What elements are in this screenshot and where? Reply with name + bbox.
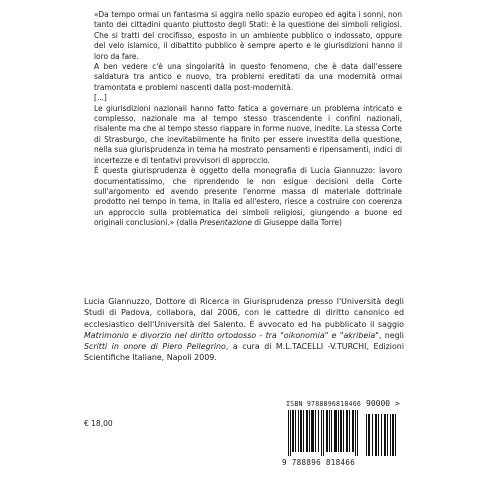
barcode-digits: 9 788896 818466 bbox=[282, 458, 356, 467]
author-bio-paragraph bbox=[84, 296, 404, 364]
blurb-p5-text: È questa giurisprudenza è oggetto della monografia di Lucia Giannuzzo: lavoro documentatissimo, che riprendendo le non esigue decisioni della Corte sull'argomento ed avendo presente l'enorme massa di materiale dottrinale prodotto nel tempo in tema, in Italia ed all'estero, riesce a costruire con coerenza un approccio sulla problematica dei simboli religiosi, giungendo a buone ed originali conclusioni.» (dalla bbox=[94, 166, 402, 228]
price-label: € 18,00 bbox=[84, 419, 113, 428]
blurb-presentazione: Presentazione bbox=[199, 218, 252, 228]
blurb-paragraph-5 bbox=[94, 166, 402, 228]
blurb-paragraph-1: «Da tempo ormai un fantasma si aggira nello spazio europeo ed agita i sonni, non tanto dei cittadini quanto piuttosto degli Stati: è la questione dei simboli religiosi. Che si tratti del crocifisso, esposto in un ambiente pubblico o indossato, oppure del velo islamico, il dibattito pubblico è sempre aperto e le giurisdizioni hanno il loro da fare. bbox=[94, 10, 402, 61]
blurb-paragraph-4: Le giurisdizioni nazionali hanno fatto fatica a governare un problema intricato e complesso, nazionale ma al tempo stesso trascendente i confini nazionali, risalente ma che al tempo stesso riappare in forme nuove, inedite. La stessa Corte di Strasburgo, che inevitabilmente ha finito per essere investita della questione, nella sua giurisprudenza in tema ha mostrato pensamenti e ripensamenti, indici di incertezze e di tentativi provvisori di approccio. bbox=[94, 103, 402, 165]
bio-part-2: , negli bbox=[378, 330, 405, 340]
isbn-label: ISBN 9788896818466 bbox=[286, 400, 362, 408]
barcode-addon-number: 90000 > bbox=[366, 399, 400, 408]
bio-part-3: , a cura di M.L.TACELLI -V.TURCHI, Edizioni Scientifiche Italiane, Napoli 2009. bbox=[84, 342, 405, 363]
isbn-barcode bbox=[282, 400, 402, 472]
author-bio bbox=[84, 296, 404, 364]
blurb-ellipsis: [...] bbox=[94, 93, 107, 103]
bio-title-1: Matrimonio e divorzio nel diritto ortodosso - tra "oikonomia" e "akribeia" bbox=[84, 330, 379, 340]
back-cover bbox=[84, 10, 414, 480]
barcode-main-bars bbox=[288, 410, 358, 456]
barcode-addon-bars bbox=[366, 414, 396, 456]
blurb-p5-end: di Giuseppe dalla Torre) bbox=[251, 218, 342, 228]
blurb-text bbox=[94, 10, 402, 229]
bio-title-2: Scritti in onore di Piero Pellegrino bbox=[84, 342, 226, 352]
blurb-paragraph-2: A ben vedere c'è una singolarità in questo fenomeno, che è data dall'essere saldatura tra antico e nuovo, tra problemi ereditati da una modernità ormai tramontata e problemi nascenti dalla post-modernità. bbox=[94, 62, 402, 92]
bio-part-1: Lucia Giannuzzo, Dottore di Ricerca in Giurisprudenza presso l'Università degli Studi di Padova, collabora, dal 2006, con le cattedre di diritto canonico ed ecclesiastico dell'Università del Salento. È avvocato ed ha pubblicato il saggio bbox=[84, 297, 404, 329]
